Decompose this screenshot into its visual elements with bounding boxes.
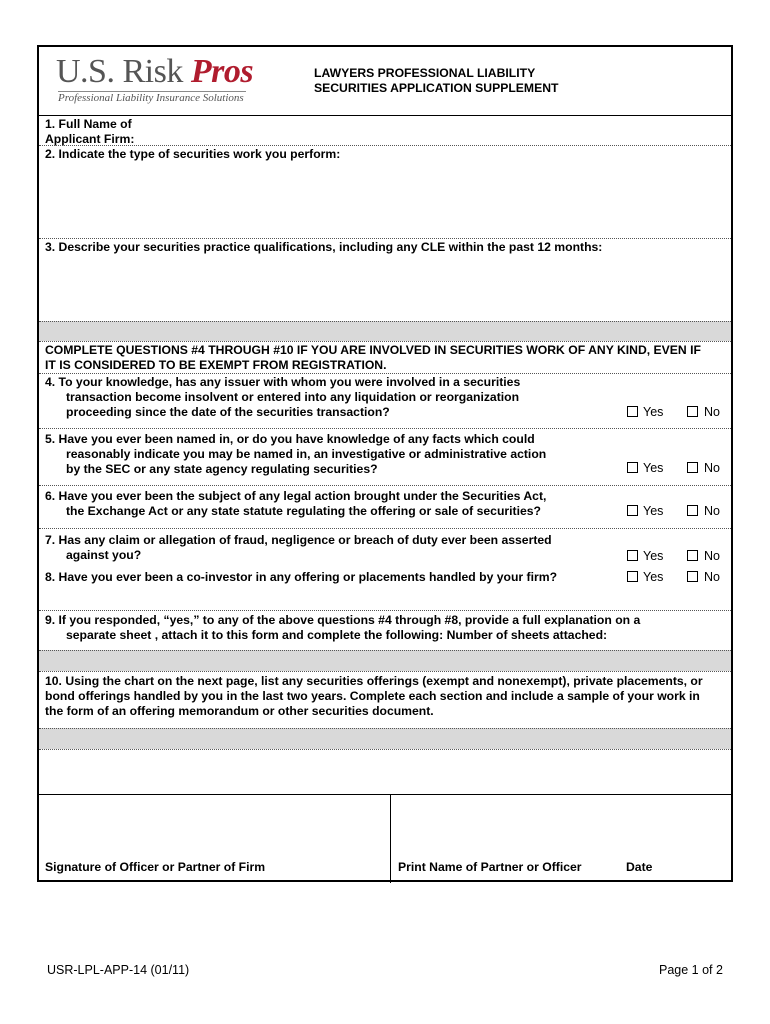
q8-yes-checkbox[interactable]	[627, 571, 638, 582]
q6-line2: the Exchange Act or any state statute regulating the offering or sale of securities?	[66, 504, 541, 518]
q7-no-label: No	[704, 549, 720, 563]
signature-label: Signature of Officer or Partner of Firm	[45, 860, 266, 874]
signature-section	[39, 794, 731, 882]
instruction-line1: COMPLETE QUESTIONS #4 THROUGH #10 IF YOU ARE INVOLVED IN SECURITIES WORK OF ANY KIND, EVEN IF	[45, 343, 701, 357]
q10-label	[45, 674, 703, 719]
q5-line3: by the SEC or any state agency regulating securities?	[66, 462, 378, 476]
page-number: Page 1 of 2	[659, 963, 723, 977]
q4-line2: transaction become insolvent or entered into any liquidation or reorganization	[66, 390, 520, 404]
print-name-label: Print Name of Partner or Officer	[398, 860, 582, 874]
q8-label: 8. Have you ever been a co-investor in any offering or placements handled by your firm?	[45, 570, 558, 584]
q3-field[interactable]	[39, 238, 731, 321]
q9-line1: 9. If you responded, “yes,” to any of the above questions #4 through #8, provide a full explanation on a	[45, 613, 641, 627]
q4-no-checkbox[interactable]	[687, 406, 698, 417]
q1-label	[45, 117, 134, 147]
q2-label: 2. Indicate the type of securities work you perform:	[45, 147, 341, 161]
q5-yes-checkbox[interactable]	[627, 462, 638, 473]
q10-row	[39, 671, 731, 728]
q10-line1: 10. Using the chart on the next page, list any securities offerings (exempt and nonexempt), private placements, or	[45, 674, 703, 688]
q5-line1: 5. Have you ever been named in, or do you have knowledge of any facts which could	[45, 432, 535, 446]
q1-label-line1: 1. Full Name of	[45, 117, 132, 131]
q4-yes-label: Yes	[643, 405, 664, 419]
q4-line1: 4. To your knowledge, has any issuer with whom you were involved in a securities	[45, 375, 521, 389]
q1-label-line2: Applicant Firm:	[45, 132, 135, 146]
q1-field[interactable]	[39, 115, 731, 145]
q4-no-label: No	[704, 405, 720, 419]
application-form	[37, 45, 733, 882]
q8-no-checkbox[interactable]	[687, 571, 698, 582]
q4-line3: proceeding since the date of the securities transaction?	[66, 405, 390, 419]
q6-no-checkbox[interactable]	[687, 505, 698, 516]
instruction-text	[45, 343, 701, 373]
signature-divider	[390, 795, 391, 883]
form-title	[314, 66, 558, 96]
q5-no-checkbox[interactable]	[687, 462, 698, 473]
q7-line1: 7. Has any claim or allegation of fraud, negligence or breach of duty ever been asserted	[45, 533, 552, 547]
q4-row	[39, 373, 731, 428]
form-header	[39, 47, 731, 115]
logo-pros-text: Pros	[190, 53, 254, 90]
q7-yes-checkbox[interactable]	[627, 550, 638, 561]
shaded-separator-3	[39, 728, 731, 749]
q7-label	[45, 533, 552, 563]
q7-no-checkbox[interactable]	[687, 550, 698, 561]
q8-yes-label: Yes	[643, 570, 664, 584]
form-title-line2: SECURITIES APPLICATION SUPPLEMENT	[314, 81, 559, 95]
company-logo	[56, 53, 253, 91]
form-title-line1: LAWYERS PROFESSIONAL LIABILITY	[314, 66, 536, 80]
q2-field[interactable]	[39, 145, 731, 238]
q6-label	[45, 489, 546, 519]
blank-field[interactable]	[39, 749, 731, 794]
q10-line3: the form of an offering memorandum or other securities document.	[45, 704, 434, 718]
q8-row	[39, 568, 731, 610]
q6-yes-label: Yes	[643, 504, 664, 518]
shaded-separator	[39, 321, 731, 341]
q9-row	[39, 610, 731, 650]
q6-line1: 6. Have you ever been the subject of any legal action brought under the Securities Act,	[45, 489, 547, 503]
q5-yes-label: Yes	[643, 461, 664, 475]
q5-label	[45, 432, 546, 477]
q9-line2: separate sheet , attach it to this form and complete the following: Number of sheets attached:	[66, 628, 608, 642]
logo-tagline: Professional Liability Insurance Solutions	[58, 92, 244, 104]
q5-no-label: No	[704, 461, 720, 475]
instruction-block	[39, 341, 731, 373]
q10-line2: bond offerings handled by you in the last two years. Complete each section and include a sample of your work in	[45, 689, 700, 703]
q6-yes-checkbox[interactable]	[627, 505, 638, 516]
logo-text: U.S. Risk	[56, 53, 191, 90]
instruction-line2: IT IS CONSIDERED TO BE EXEMPT FROM REGISTRATION.	[45, 358, 387, 372]
q7-yes-label: Yes	[643, 549, 664, 563]
date-label: Date	[626, 860, 653, 874]
q5-row	[39, 428, 731, 485]
q3-label: 3. Describe your securities practice qualifications, including any CLE within the past 12 months:	[45, 240, 603, 254]
q4-yes-checkbox[interactable]	[627, 406, 638, 417]
q6-no-label: No	[704, 504, 720, 518]
form-code: USR-LPL-APP-14 (01/11)	[47, 963, 190, 977]
q8-no-label: No	[704, 570, 720, 584]
q4-label	[45, 375, 520, 420]
shaded-separator-2	[39, 650, 731, 671]
q5-line2: reasonably indicate you may be named in, an investigative or administrative action	[66, 447, 547, 461]
q6-row	[39, 485, 731, 528]
q9-label	[45, 613, 640, 643]
q7-line2: against you?	[66, 548, 142, 562]
q7-row	[39, 528, 731, 568]
